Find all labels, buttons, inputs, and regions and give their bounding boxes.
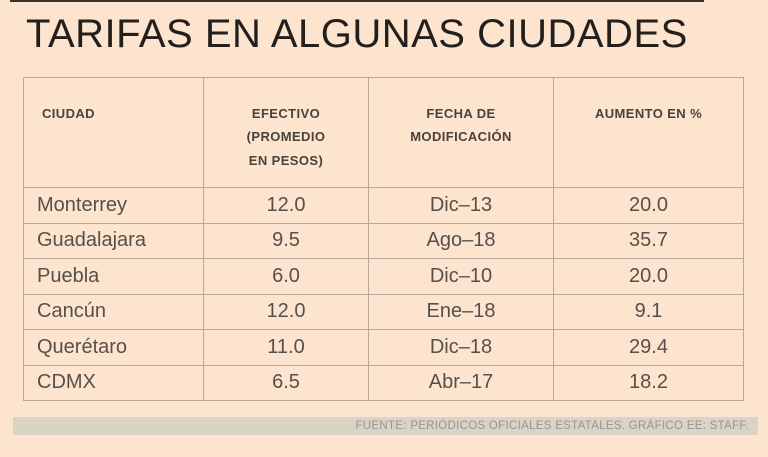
- fecha-cell: Dic–18: [369, 330, 554, 366]
- column-header-efectivo-label: EFECTIVO (PROMEDIO EN PESOS): [246, 106, 326, 168]
- page-title: TARIFAS EN ALGUNAS CIUDADES: [26, 12, 688, 56]
- efectivo-cell: 11.0: [204, 330, 369, 366]
- aumento-cell: 18.2: [554, 365, 744, 401]
- column-header-aumento-label: AUMENTO EN %: [594, 106, 703, 121]
- fecha-cell: Ago–18: [369, 223, 554, 259]
- column-header-efectivo: [204, 78, 369, 188]
- aumento-cell: 9.1: [554, 294, 744, 330]
- table-row: [24, 365, 744, 401]
- city-cell: CDMX: [24, 365, 204, 401]
- source-text: FUENTE: PERIÓDICOS OFICIALES ESTATALES. GRÁFICO EE: STAFF.: [355, 420, 749, 432]
- table-header-row: [24, 78, 744, 188]
- column-header-aumento: [554, 78, 744, 188]
- top-rule: [10, 0, 704, 2]
- column-header-fecha-label: FECHA DE MODIFICACIÓN: [410, 106, 512, 145]
- efectivo-cell: 12.0: [204, 188, 369, 224]
- table-row: [24, 330, 744, 366]
- fecha-cell: Dic–13: [369, 188, 554, 224]
- source-strip: [13, 417, 758, 435]
- column-header-fecha: [369, 78, 554, 188]
- aumento-cell: 20.0: [554, 259, 744, 295]
- city-cell: Guadalajara: [24, 223, 204, 259]
- city-cell: Querétaro: [24, 330, 204, 366]
- aumento-cell: 35.7: [554, 223, 744, 259]
- city-cell: Cancún: [24, 294, 204, 330]
- fecha-cell: Dic–10: [369, 259, 554, 295]
- efectivo-cell: 6.0: [204, 259, 369, 295]
- rates-table: [23, 77, 744, 401]
- fecha-cell: Ene–18: [369, 294, 554, 330]
- table-row: [24, 188, 744, 224]
- efectivo-cell: 12.0: [204, 294, 369, 330]
- table-body: [24, 188, 744, 401]
- city-cell: Puebla: [24, 259, 204, 295]
- aumento-cell: 29.4: [554, 330, 744, 366]
- fecha-cell: Abr–17: [369, 365, 554, 401]
- efectivo-cell: 6.5: [204, 365, 369, 401]
- city-cell: Monterrey: [24, 188, 204, 224]
- table-row: [24, 223, 744, 259]
- aumento-cell: 20.0: [554, 188, 744, 224]
- table-row: [24, 259, 744, 295]
- efectivo-cell: 9.5: [204, 223, 369, 259]
- column-header-ciudad: CIUDAD: [24, 78, 204, 188]
- table-row: [24, 294, 744, 330]
